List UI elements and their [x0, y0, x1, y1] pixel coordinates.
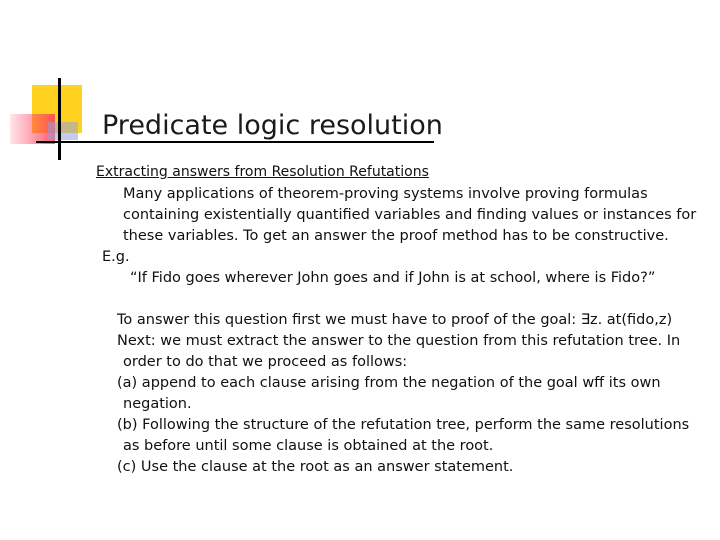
next-line-2: order to do that we proceed as follows: — [123, 354, 408, 370]
decor-vertical-line — [58, 78, 61, 160]
subheading: Extracting answers from Resolution Refutations — [96, 164, 429, 180]
intro-paragraph — [123, 184, 696, 247]
next-line-1: Next: we must extract the answer to the question from this refutation tree. In — [117, 333, 681, 349]
step-b-line-1: (b) Following the structure of the refutation tree, perform the same resolutions — [117, 417, 690, 433]
procedure-block — [117, 310, 689, 478]
title-underline — [36, 141, 434, 143]
goal-line: To answer this question first we must have to proof of the goal: ∃z. at(fido,z) — [117, 312, 673, 328]
step-c-line: (c) Use the clause at the root as an answer statement. — [117, 459, 514, 475]
step-a-line-2: negation. — [123, 396, 192, 412]
step-b-line-2: as before until some clause is obtained at the root. — [123, 438, 494, 454]
intro-line-1: Many applications of theorem-proving systems involve proving formulas — [123, 186, 648, 202]
slide-title: Predicate logic resolution — [102, 110, 443, 141]
example-quote: “If Fido goes wherever John goes and if John is at school, where is Fido?” — [130, 270, 656, 286]
step-a-line-1: (a) append to each clause arising from the negation of the goal wff its own — [117, 375, 661, 391]
decor-blue-square — [48, 122, 78, 140]
intro-line-3: these variables. To get an answer the proof method has to be constructive. — [123, 228, 669, 244]
eg-label: E.g. — [102, 249, 130, 265]
intro-line-2: containing existentially quantified variables and finding values or instances for — [123, 207, 697, 223]
